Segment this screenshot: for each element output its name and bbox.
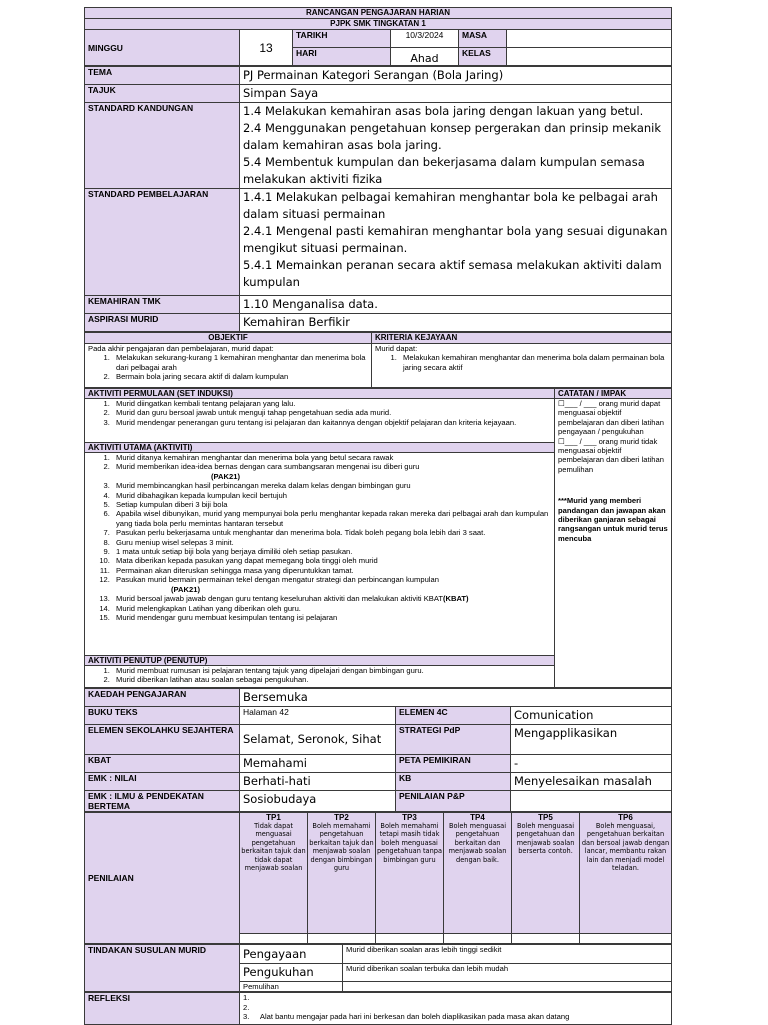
strategi-label: STRATEGI PdP [396, 725, 511, 755]
utama-item [112, 462, 551, 481]
tarikh-value[interactable]: 10/3/2024 [391, 30, 459, 48]
pengukuhan-label: Pengukuhan [240, 964, 343, 982]
header-table [84, 7, 672, 66]
objektif-content[interactable] [85, 344, 372, 388]
aspirasi-murid-label: ASPIRASI MURID [85, 314, 240, 332]
permulaan-item: 2. Murid dan guru bersoal jawab untuk menguji tahap pengetahuan sedia ada murid. [112, 408, 551, 417]
catatan-line[interactable]: ☐___ / ___ orang murid dapat menguasai objektif pembelajaran dan diberi latihan pengayaan / pengukuhan [558, 399, 664, 437]
utama-item: 3. Murid membincangkan hasil perbincangan mereka dalam kelas dengan bimbingan guru [112, 481, 551, 490]
utama-item: 7. Pasukan perlu bekerjasama untuk menghantar dan menerima bola. Tidak boleh pegang bola lebih dari 3 saat. [112, 528, 551, 537]
utama-label: AKTIVITI UTAMA (AKTIVITI) [85, 443, 555, 453]
catatan-line[interactable]: ☐___ / ___ orang murid tidak menguasai objektif pembelajaran dan diberi latihan pemulihan [558, 436, 664, 474]
tp-name: TP4 [470, 813, 485, 822]
kbat-value[interactable]: Memahami [240, 755, 396, 773]
tp-level[interactable] [376, 813, 444, 934]
masa-value[interactable] [507, 30, 672, 48]
kaedah-label: KAEDAH PENGAJARAN [85, 689, 240, 707]
susulan-table [84, 944, 672, 992]
penilaian-pp-value[interactable] [511, 791, 672, 812]
tp-mark-cell[interactable] [580, 934, 672, 944]
utama-item: 4. Murid dibahagikan kepada kumpulan kecil bertujuh [112, 491, 551, 500]
tema-value[interactable]: PJ Permainan Kategori Serangan (Bola Jaring) [240, 67, 672, 85]
standard-kandungan-value[interactable] [240, 103, 672, 189]
objektif-label: OBJEKTIF [85, 333, 372, 344]
refleksi-table [84, 992, 672, 1025]
tp-name: TP1 [266, 813, 281, 822]
kemahiran-tmk-label: KEMAHIRAN TMK [85, 296, 240, 314]
strategi-value[interactable]: Mengapplikasikan [511, 725, 672, 755]
permulaan-label: AKTIVITI PERMULAAN (SET INDUKSI) [85, 389, 555, 399]
penutup-item: 1. Murid membuat rumusan isi pelajaran tentang tajuk yang dipelajari dengan bimbingan guru. [112, 666, 551, 675]
tp-desc: Boleh memahami pengetahuan berkaitan tajuk dan menjawab soalan dengan bimbingan guru [309, 822, 374, 873]
tp-name: TP5 [538, 813, 553, 822]
catatan-label: CATATAN / IMPAK [555, 389, 671, 399]
sk-item: 5.4 Membentuk kumpulan dan bekerjasama dalam kumpulan semasa melakukan aktiviti fizika [243, 155, 645, 186]
utama-item-text: Pasukan murid bermain permainan tekel dengan mengatur strategi dan perbincangan kumpulan [116, 575, 439, 585]
tp-mark-cell[interactable] [308, 934, 376, 944]
permulaan-content[interactable] [85, 399, 555, 443]
utama-item: 9. 1 mata untuk setiap biji bola yang berjaya dimiliki oleh setiap pasukan. [112, 547, 551, 556]
sp-item: 2.4.1 Mengenal pasti kemahiran menghantar bola yang sesuai digunakan mengikut situasi permainan. [243, 224, 668, 255]
kelas-label: KELAS [459, 48, 507, 66]
utama-item [112, 594, 551, 603]
sekolahku-value[interactable]: Selamat, Seronok, Sihat [240, 725, 396, 755]
elemen-4c-value[interactable]: Comunication [511, 707, 672, 725]
standard-pembelajaran-value[interactable] [240, 189, 672, 296]
tp-desc: Boleh menguasai pengetahuan dan menjawab soalan berserta contoh. [516, 822, 575, 856]
kriteria-label: KRITERIA KEJAYAAN [372, 333, 672, 344]
tp-mark-cell[interactable] [512, 934, 580, 944]
refleksi-label: REFLEKSI [85, 993, 240, 1025]
hari-value[interactable]: Ahad [391, 48, 459, 66]
document-subtitle: PJPK SMK TINGKATAN 1 [85, 19, 672, 30]
tp-desc: Boleh menguasai pengetahuan berkaitan dan menjawab soalan dengan baik. [448, 822, 507, 864]
emk-nilai-label: EMK : NILAI [85, 773, 240, 791]
susulan-label: TINDAKAN SUSULAN MURID [85, 945, 240, 992]
pak21-tag: (PAK21) [211, 471, 240, 481]
utama-item: 6. Apabila wisel dibunyikan, murid yang mempunyai bola perlu menghantar kepada rakan mereka dari pelbagai arah dan kumpulan yang tiada bola perlu memintas hantaran tersebut [112, 509, 551, 528]
kemahiran-tmk-value[interactable]: 1.10 Menganalisa data. [240, 296, 672, 314]
utama-item: 14. Murid melengkapkan Latihan yang diberikan oleh guru. [112, 604, 551, 613]
penilaian-table [84, 812, 672, 944]
objektif-table [84, 332, 672, 388]
kriteria-item: 1. Melakukan kemahiran menghantar dan menerima bola dalam permainan bola jaring secara aktif [399, 353, 668, 372]
tp-name: TP6 [618, 813, 633, 822]
utama-item-text: Murid bersoal jawab jawab dengan guru tentang keseluruhan aktiviti dan melakukan aktiviti KBAT [116, 594, 443, 604]
penutup-content[interactable] [85, 666, 555, 688]
objektif-item: 2. Bermain bola jaring secara aktif di dalam kumpulan [112, 372, 368, 381]
document-title: RANCANGAN PENGAJARAN HARIAN [85, 8, 672, 19]
penilaian-label: PENILAIAN [85, 813, 240, 944]
tp-mark-cell[interactable] [444, 934, 512, 944]
sk-item: 1.4 Melakukan kemahiran asas bola jaring dengan lakuan yang betul. [243, 104, 644, 118]
kb-value[interactable]: Menyelesaikan masalah [511, 773, 672, 791]
utama-item-text: Murid memberikan idea-idea bernas dengan cara sumbangsaran mengenai isu diberi guru [116, 462, 420, 472]
utama-content[interactable] [85, 453, 555, 656]
peta-pemikiran-label: PETA PEMIKIRAN [396, 755, 511, 773]
pengukuhan-desc[interactable]: Murid diberikan soalan terbuka dan lebih mudah [343, 964, 672, 982]
refleksi-item: 3. Alat bantu mengajar pada hari ini berkesan dan boleh diaplikasikan pada masa akan datang [243, 1012, 570, 1022]
utama-item: 1. Murid ditanya kemahiran menghantar dan menerima bola yang betul secara rawak [112, 453, 551, 462]
tp-desc: Boleh menguasai, pengetahuan berkaitan dan bersoal jawab dengan lancar, membantu rakan lain dan menjadi model teladan. [581, 822, 670, 873]
permulaan-item: 1. Murid diingatkan kembali tentang pelajaran yang lalu. [112, 399, 551, 408]
permulaan-item: 3. Murid mendengar penerangan guru tentang isi pelajaran dan kaitannya dengan objektif pelajaran dan kriteria kejayaan. [112, 418, 551, 427]
tema-label: TEMA [85, 67, 240, 85]
kbat-tag: (KBAT) [443, 594, 469, 604]
utama-item: 8. Guru meniup wisel selepas 3 minit. [112, 538, 551, 547]
pengayaan-label: Pengayaan [240, 945, 343, 964]
lesson-plan-page [84, 7, 671, 1025]
tp-name: TP3 [402, 813, 417, 822]
tajuk-label: TAJUK [85, 85, 240, 103]
utama-item: 11. Permainan akan diteruskan sehingga masa yang diperuntukkan tamat. [112, 566, 551, 575]
utama-item [112, 575, 551, 594]
pemulihan-label: Pemulihan [240, 982, 343, 992]
sk-item: 2.4 Menggunakan pengetahuan konsep pergerakan dan prinsip mekanik dalam kemahiran asas bola jaring. [243, 121, 662, 152]
tp-level[interactable] [308, 813, 376, 934]
tp-level[interactable] [444, 813, 512, 934]
aktiviti-table [84, 388, 672, 688]
pengayaan-desc[interactable]: Murid diberikan soalan aras lebih tinggi sedikit [343, 945, 672, 964]
pak21-tag: (PAK21) [171, 584, 200, 594]
elemen-4c-label: ELEMEN 4C [396, 707, 511, 725]
refleksi-item: 2. [243, 1002, 250, 1012]
buku-teks-label: BUKU TEKS [85, 707, 240, 725]
tarikh-label: TARIKH [293, 30, 391, 48]
kb-label: KB [396, 773, 511, 791]
buku-teks-value[interactable]: Halaman 42 [240, 707, 396, 725]
emk-ilmu-value[interactable]: Sosiobudaya [240, 791, 396, 812]
peta-pemikiran-value[interactable]: - [511, 755, 672, 773]
kaedah-value[interactable]: Bersemuka [240, 689, 672, 707]
tp-level[interactable] [240, 813, 308, 934]
kelas-value[interactable] [507, 48, 672, 66]
pemulihan-desc[interactable] [343, 982, 672, 992]
standard-pembelajaran-label: STANDARD PEMBELAJARAN [85, 189, 240, 296]
sekolahku-label: ELEMEN SEKOLAHKU SEJAHTERA [85, 725, 240, 755]
standard-kandungan-label: STANDARD KANDUNGAN [85, 103, 240, 189]
minggu-value[interactable]: 13 [240, 30, 293, 66]
tp-mark-cell[interactable] [376, 934, 444, 944]
kbat-label: KBAT [85, 755, 240, 773]
minggu-label: MINGGU [85, 30, 240, 66]
kriteria-intro: Murid dapat: [375, 344, 418, 353]
objektif-intro: Pada akhir pengajaran dan pembelajaran, murid dapat: [88, 344, 274, 353]
tp-name: TP2 [334, 813, 349, 822]
utama-item: 15. Murid mendengar guru membuat kesimpulan tentang isi pelajaran [112, 613, 551, 622]
emk-ilmu-label: EMK : ILMU & PENDEKATAN BERTEMA [85, 791, 240, 812]
objektif-item: 1. Melakukan sekurang-kurang 1 kemahiran menghantar dan menerima bola dari pelbagai arah [112, 353, 368, 372]
tp-mark-cell[interactable] [240, 934, 308, 944]
penutup-item: 2. Murid diberikan latihan atau soalan sebagai pengukuhan. [112, 675, 551, 684]
hari-label: HARI [293, 48, 391, 66]
utama-item: 5. Setiap kumpulan diberi 3 biji bola [112, 500, 551, 509]
masa-label: MASA [459, 30, 507, 48]
tp-desc: Boleh memahami tetapi masih tidak boleh menguasai pengetahuan tanpa bimbingan guru [377, 822, 442, 864]
tajuk-value[interactable]: Simpan Saya [240, 85, 672, 103]
catatan-column [555, 389, 672, 688]
tp-desc: Tidak dapat menguasai pengetahuan berkaitan tajuk dan tidak dapat menjawab soalan [241, 822, 306, 873]
sp-item: 1.4.1 Melakukan pelbagai kemahiran menghantar bola ke pelbagai arah dalam situasi permainan [243, 190, 658, 221]
kriteria-content[interactable] [372, 344, 672, 388]
lower-table [84, 688, 672, 812]
tp-level[interactable] [512, 813, 580, 934]
content-table [84, 66, 672, 332]
tp-level[interactable] [580, 813, 672, 934]
penilaian-pp-label: PENILAIAN P&P [396, 791, 511, 812]
emk-nilai-value[interactable]: Berhati-hati [240, 773, 396, 791]
refleksi-content[interactable] [240, 993, 672, 1025]
penutup-label: AKTIVITI PENUTUP (PENUTUP) [85, 656, 555, 666]
utama-item: 10. Mata diberikan kepada pasukan yang dapat memegang bola tinggi oleh murid [112, 556, 551, 565]
aspirasi-murid-value[interactable]: Kemahiran Berfikir [240, 314, 672, 332]
sp-item: 5.4.1 Memainkan peranan secara aktif semasa melakukan aktiviti dalam kumpulan [243, 258, 662, 289]
refleksi-item: 1. [243, 993, 250, 1003]
catatan-note: ***Murid yang memberi pandangan dan jawapan akan diberikan ganjaran sebagai rangsangan untuk murid terus mencuba [558, 496, 668, 543]
